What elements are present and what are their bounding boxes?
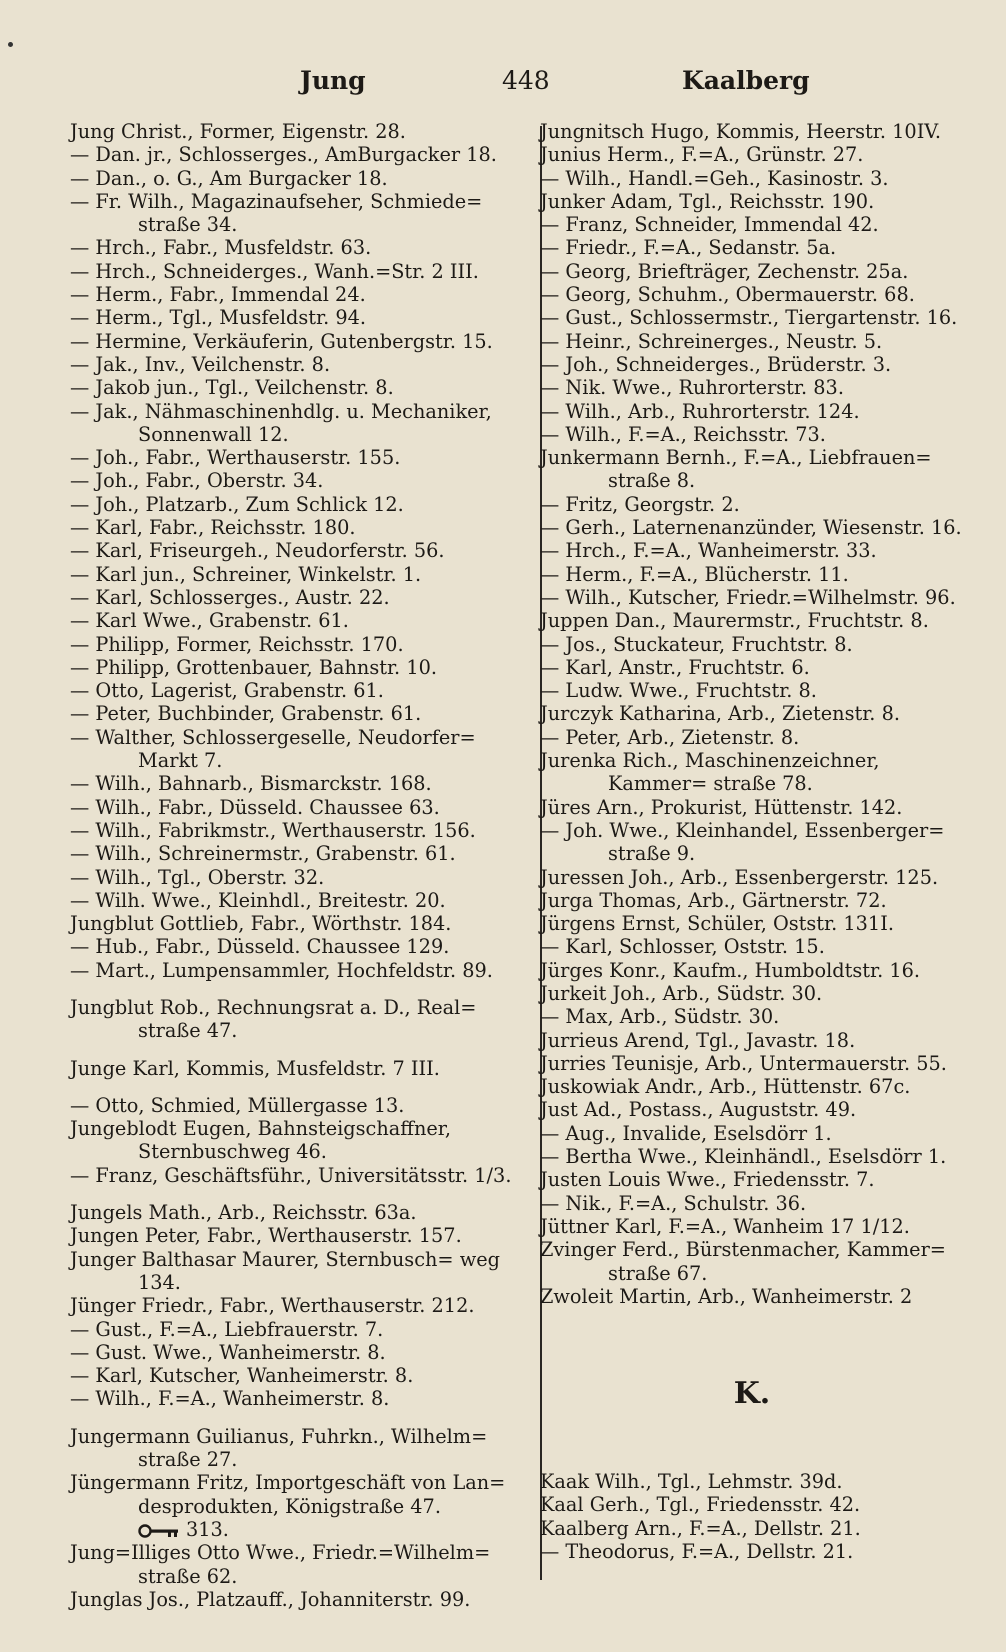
- entry-text: — Mart., Lumpensammler, Hochfeldstr. 89.: [70, 958, 493, 982]
- entry-text: — Max, Arb., Südstr. 30.: [540, 1005, 780, 1029]
- directory-entry: [70, 539, 540, 562]
- entry-text: Jungermann Guilianus, Fuhrkn., Wilhelm= straße 27.: [70, 1424, 488, 1472]
- entry-text: Juskowiak Andr., Arb., Hüttenstr. 67c.: [540, 1075, 911, 1099]
- entry-text: Jurczyk Katharina, Arb., Zietenstr. 8.: [540, 702, 900, 726]
- entry-text: Jungblut Gottlieb, Fabr., Wörthstr. 184.: [70, 912, 452, 936]
- directory-entry: [540, 866, 964, 889]
- directory-entry: [70, 236, 540, 259]
- entry-text: — Wilh., Kutscher, Friedr.=Wilhelmstr. 96.: [540, 585, 956, 609]
- entry-text: — Karl, Kutscher, Wanheimerstr. 8.: [70, 1364, 414, 1388]
- entry-text: Jungels Math., Arb., Reichsstr. 63a.: [70, 1201, 417, 1225]
- directory-entry: [540, 1215, 964, 1238]
- directory-entry: [540, 563, 964, 586]
- directory-entry: [540, 1238, 964, 1285]
- directory-entry: [540, 982, 964, 1005]
- directory-entry: [540, 1168, 964, 1191]
- directory-entry: [540, 1493, 964, 1516]
- entry-text: Junger Balthasar Maurer, Sternbusch= weg 134.: [70, 1247, 500, 1294]
- directory-entry: [70, 959, 540, 982]
- directory-entry: [70, 190, 540, 237]
- directory-entry: [70, 400, 540, 447]
- right-column: [540, 120, 964, 1563]
- entry-text: Junkermann Bernh., F.=A., Liebfrauen= straße 8.: [540, 446, 932, 493]
- page-header: [70, 66, 940, 100]
- header-left-keyword: Jung: [300, 66, 366, 95]
- entry-text: — Hermine, Verkäuferin, Gutenbergstr. 15.: [70, 329, 493, 353]
- directory-entry: [540, 213, 964, 236]
- directory-entry: [70, 1294, 540, 1317]
- section-letter: K.: [733, 1376, 771, 1412]
- entry-text: — Dan. jr., Schlosserges., AmBurgacker 18.: [70, 143, 497, 167]
- page-number: 448: [502, 66, 550, 95]
- directory-entry: [540, 283, 964, 306]
- directory-entry: [70, 996, 540, 1043]
- directory-entry: [70, 330, 540, 353]
- entry-text: — Dan., o. G., Am Burgacker 18.: [70, 166, 388, 190]
- entry-text: — Karl, Anstr., Fruchtstr. 6.: [540, 655, 810, 679]
- directory-entry: [70, 633, 540, 656]
- directory-entry: [70, 889, 540, 912]
- entry-text: Jungnitsch Hugo, Kommis, Heerstr. 10IV.: [540, 120, 941, 143]
- directory-entry: [70, 446, 540, 469]
- directory-entry: [540, 1285, 964, 1308]
- directory-entry: [70, 842, 540, 865]
- entry-text: Junge Karl, Kommis, Musfeldstr. 7 III.: [70, 1056, 440, 1080]
- entry-text: Juppen Dan., Maurermstr., Fruchtstr. 8.: [540, 609, 929, 633]
- entry-text: — Friedr., F.=A., Sedanstr. 5a.: [540, 236, 837, 260]
- directory-entry: [70, 656, 540, 679]
- entry-text: Kaal Gerh., Tgl., Friedensstr. 42.: [540, 1493, 861, 1517]
- entry-text: — Wilh., Fabrikmstr., Werthauserstr. 156.: [70, 818, 476, 842]
- left-column: [70, 120, 540, 1611]
- directory-entry: [70, 1164, 540, 1187]
- entry-text: Zwoleit Martin, Arb., Wanheimerstr. 2: [540, 1284, 913, 1308]
- entry-text: — Georg, Schuhm., Obermauerstr. 68.: [540, 283, 915, 307]
- entry-text: — Herm., Tgl., Musfeldstr. 94.: [70, 306, 367, 330]
- directory-entry: [540, 912, 964, 935]
- directory-entry: [540, 749, 964, 796]
- entry-text: — Heinr., Schreinerges., Neustr. 5.: [540, 329, 883, 353]
- directory-entry: [70, 1387, 540, 1410]
- entry-text: — Wilh., Bahnarb., Bismarckstr. 168.: [70, 772, 432, 796]
- entry-text: — Wilh. Wwe., Kleinhdl., Breitestr. 20.: [70, 888, 446, 912]
- entry-text: Just Ad., Postass., Auguststr. 49.: [540, 1098, 857, 1122]
- directory-entry: [70, 143, 540, 166]
- directory-entry: [540, 516, 964, 539]
- directory-entry: [540, 1075, 964, 1098]
- entry-text: — Fritz, Georgstr. 2.: [540, 492, 740, 516]
- directory-entry: [540, 446, 964, 493]
- entry-text: — Philipp, Grottenbauer, Bahnstr. 10.: [70, 655, 437, 679]
- directory-entry: [70, 283, 540, 306]
- directory-entry: [70, 1341, 540, 1364]
- entry-text: Juressen Joh., Arb., Essenbergerstr. 125.: [540, 865, 939, 889]
- directory-entry: [70, 260, 540, 283]
- directory-entry: [540, 959, 964, 982]
- directory-entry: [540, 120, 964, 143]
- directory-entry: [70, 493, 540, 516]
- directory-entry: [540, 376, 964, 399]
- directory-entry: [540, 190, 964, 213]
- entry-text: Jurga Thomas, Arb., Gärtnerstr. 72.: [540, 888, 887, 912]
- entry-text: — Herm., F.=A., Blücherstr. 11.: [540, 562, 849, 586]
- directory-entry: [70, 306, 540, 329]
- entry-text: Jüngermann Fritz, Importgeschäft von Lan= desprodukten, Königstraße 47.: [70, 1471, 506, 1518]
- directory-entry: [540, 306, 964, 329]
- directory-entry: [70, 935, 540, 958]
- entry-text: — Aug., Invalide, Eselsdörr 1.: [540, 1121, 832, 1145]
- entry-text: — Gust. Wwe., Wanheimerstr. 8.: [70, 1340, 386, 1364]
- directory-entry: [70, 726, 540, 773]
- entry-text: — Joh., Fabr., Werthauserstr. 155.: [70, 446, 401, 470]
- entry-text: Jung Christ., Former, Eigenstr. 28.: [70, 120, 406, 143]
- entry-text: — Joh., Platzarb., Zum Schlick 12.: [70, 492, 404, 516]
- entry-text: — Franz, Schneider, Immendal 42.: [540, 213, 879, 237]
- entry-text: Jungen Peter, Fabr., Werthauserstr. 157.: [70, 1224, 462, 1248]
- directory-entry: [70, 120, 540, 143]
- entry-text: — Hub., Fabr., Düsseld. Chaussee 129.: [70, 935, 450, 959]
- entry-text: — Jak., Nähmaschinenhdlg. u. Mechaniker, Sonnenwall 12.: [70, 399, 492, 446]
- entry-text: — Karl, Schlosser, Oststr. 15.: [540, 935, 825, 959]
- entry-text: — Jakob jun., Tgl., Veilchenstr. 8.: [70, 376, 394, 400]
- directory-entry: [70, 679, 540, 702]
- directory-entry: [70, 1318, 540, 1341]
- directory-entry: [70, 1201, 540, 1224]
- entry-text: Jüttner Karl, F.=A., Wanheim 17 1/12.: [540, 1214, 910, 1238]
- entry-text: — Hrch., F.=A., Wanheimerstr. 33.: [540, 539, 877, 563]
- ink-dot: [8, 42, 13, 47]
- entry-text: Kaak Wilh., Tgl., Lehmstr. 39d.: [540, 1470, 843, 1494]
- entry-text: — Joh., Fabr., Oberstr. 34.: [70, 469, 324, 493]
- directory-entry: [540, 1005, 964, 1028]
- entry-text: Jurenka Rich., Maschinenzeichner, Kammer= straße 78.: [540, 749, 880, 796]
- entry-text: — Karl, Friseurgeh., Neudorferstr. 56.: [70, 539, 445, 563]
- directory-entry: [540, 656, 964, 679]
- directory-entry: [70, 1471, 540, 1518]
- directory-entry: [540, 889, 964, 912]
- entry-text: — Jak., Inv., Veilchenstr. 8.: [70, 352, 331, 376]
- entry-text: Jung=Illiges Otto Wwe., Friedr.=Wilhelm= straße 62.: [70, 1541, 491, 1588]
- entry-text: — Wilh., Handl.=Geh., Kasinostr. 3.: [540, 166, 889, 190]
- entry-text: — Wilh., Arb., Ruhrorterstr. 124.: [540, 399, 860, 423]
- directory-entry: [540, 1122, 964, 1145]
- directory-entry: [70, 609, 540, 632]
- directory-entry: [70, 376, 540, 399]
- directory-entry: [70, 912, 540, 935]
- entry-text: — Otto, Lagerist, Grabenstr. 61.: [70, 679, 384, 703]
- directory-entry: [540, 1540, 964, 1563]
- directory-entry: [70, 563, 540, 586]
- directory-entry: [540, 633, 964, 656]
- directory-entry: [540, 1098, 964, 1121]
- directory-entry: [70, 1117, 540, 1164]
- entry-text: — Wilh., Fabr., Düsseld. Chaussee 63.: [70, 795, 440, 819]
- directory-entry: [70, 167, 540, 190]
- entry-text: Justen Louis Wwe., Friedensstr. 7.: [540, 1168, 875, 1192]
- entry-text: Kaalberg Arn., F.=A., Dellstr. 21.: [540, 1516, 861, 1540]
- directory-entry: [540, 1029, 964, 1052]
- directory-entry: [540, 1192, 964, 1215]
- entry-text: — Karl, Schlosserges., Austr. 22.: [70, 585, 390, 609]
- entry-text: — Wilh., F.=A., Reichsstr. 73.: [540, 422, 826, 446]
- directory-entry: [540, 819, 964, 866]
- entry-text: Jurrieus Arend, Tgl., Javastr. 18.: [540, 1028, 856, 1052]
- directory-entry: [540, 330, 964, 353]
- entry-text: Jurries Teunisje, Arb., Untermauerstr. 55.: [540, 1051, 947, 1075]
- entry-text: — Karl Wwe., Grabenstr. 61.: [70, 609, 349, 633]
- directory-entry: [540, 167, 964, 190]
- key-icon: [138, 1523, 182, 1539]
- entry-text: — Franz, Geschäftsführ., Universitätsstr. 1/3.: [70, 1163, 512, 1187]
- entry-text: — Joh. Wwe., Kleinhandel, Essenberger= straße 9.: [540, 818, 945, 866]
- entry-text: — Gerh., Laternenanzünder, Wiesenstr. 16.: [540, 516, 962, 540]
- entry-text: — Walther, Schlossergeselle, Neudorfer= Markt 7.: [70, 725, 476, 773]
- entry-text: Jungblut Rob., Rechnungsrat a. D., Real= straße 47.: [70, 995, 477, 1043]
- entry-text: Jungeblodt Eugen, Bahnsteigschaffner, Sternbuschweg 46.: [70, 1117, 452, 1164]
- directory-entry: [70, 702, 540, 725]
- entry-text: — Theodorus, F.=A., Dellstr. 21.: [540, 1540, 854, 1564]
- entry-text: — Wilh., F.=A., Wanheimerstr. 8.: [70, 1387, 390, 1411]
- directory-entry: [540, 679, 964, 702]
- directory-entry: [540, 236, 964, 259]
- entry-text: — Jos., Stuckateur, Fruchtstr. 8.: [540, 632, 853, 656]
- directory-entry: [540, 1470, 964, 1493]
- entry-text: — Ludw. Wwe., Fruchtstr. 8.: [540, 679, 817, 703]
- directory-entry: [70, 469, 540, 492]
- entry-text: — Wilh., Schreinermstr., Grabenstr. 61.: [70, 842, 456, 866]
- header-right-keyword: Kaalberg: [682, 66, 810, 95]
- directory-entry: [540, 260, 964, 283]
- directory-entry: [70, 1425, 540, 1472]
- entry-text: Jünger Friedr., Fabr., Werthauserstr. 212.: [70, 1294, 475, 1318]
- directory-entry: [540, 702, 964, 725]
- directory-entry: [540, 726, 964, 749]
- entry-text: Junker Adam, Tgl., Reichsstr. 190.: [540, 189, 875, 213]
- entry-text: — Bertha Wwe., Kleinhändl., Eselsdörr 1.: [540, 1145, 947, 1169]
- directory-entry: [70, 819, 540, 842]
- directory-entry: [70, 1364, 540, 1387]
- entry-text: — Otto, Schmied, Müllergasse 13.: [70, 1093, 405, 1117]
- entry-text: Junius Herm., F.=A., Grünstr. 27.: [540, 143, 864, 167]
- directory-entry: [540, 423, 964, 446]
- directory-entry: [70, 1518, 540, 1541]
- directory-entry: [540, 586, 964, 609]
- entry-text: — Herm., Fabr., Immendal 24.: [70, 283, 366, 307]
- entry-text: — Philipp, Former, Reichsstr. 170.: [70, 632, 404, 656]
- directory-entry: [70, 1224, 540, 1247]
- entry-text: Jurkeit Joh., Arb., Südstr. 30.: [540, 981, 823, 1005]
- directory-entry: [70, 796, 540, 819]
- directory-entry: [540, 935, 964, 958]
- directory-entry: [70, 866, 540, 889]
- directory-entry: [70, 1057, 540, 1080]
- directory-entry: [540, 143, 964, 166]
- entry-text: — Joh., Schneiderges., Brüderstr. 3.: [540, 352, 892, 376]
- directory-entry: [70, 1248, 540, 1295]
- directory-entry: [540, 1052, 964, 1075]
- directory-entry: [70, 772, 540, 795]
- entry-text: — Georg, Briefträger, Zechenstr. 25a.: [540, 259, 909, 283]
- directory-entry: [540, 796, 964, 819]
- directory-entry: [70, 1588, 540, 1611]
- directory-entry: [540, 609, 964, 632]
- entry-text: — Fr. Wilh., Magazinaufseher, Schmiede= straße 34.: [70, 189, 483, 237]
- directory-entry: [70, 1541, 540, 1588]
- entry-text: Junglas Jos., Platzauff., Johanniterstr. 99.: [70, 1587, 471, 1611]
- entry-text: — Gust., F.=A., Liebfrauerstr. 7.: [70, 1317, 384, 1341]
- entry-text: 313.: [186, 1517, 229, 1541]
- entry-text: — Wilh., Tgl., Oberstr. 32.: [70, 865, 325, 889]
- entry-text: — Karl jun., Schreiner, Winkelstr. 1.: [70, 562, 422, 586]
- entry-text: Zvinger Ferd., Bürstenmacher, Kammer= straße 67.: [540, 1238, 946, 1285]
- entry-text: — Hrch., Schneiderges., Wanh.=Str. 2 III.: [70, 259, 479, 283]
- directory-entry: [70, 586, 540, 609]
- directory-entry: [70, 516, 540, 539]
- entry-text: — Gust., Schlossermstr., Tiergartenstr. 16.: [540, 306, 958, 330]
- entry-text: Jürges Konr., Kaufm., Humboldtstr. 16.: [540, 958, 921, 982]
- directory-entry: [540, 353, 964, 376]
- directory-entry: [540, 1145, 964, 1168]
- directory-entry: [70, 1094, 540, 1117]
- entry-text: — Nik., F.=A., Schulstr. 36.: [540, 1191, 807, 1215]
- entry-text: — Karl, Fabr., Reichsstr. 180.: [70, 516, 356, 540]
- entry-text: — Peter, Buchbinder, Grabenstr. 61.: [70, 702, 422, 726]
- entry-text: — Hrch., Fabr., Musfeldstr. 63.: [70, 236, 372, 260]
- entry-text: — Nik. Wwe., Ruhrorterstr. 83.: [540, 376, 844, 400]
- entry-text: — Peter, Arb., Zietenstr. 8.: [540, 725, 800, 749]
- entry-text: Jüres Arn., Prokurist, Hüttenstr. 142.: [540, 795, 903, 819]
- entry-text: Jürgens Ernst, Schüler, Oststr. 131I.: [540, 912, 894, 936]
- directory-entry: [540, 1517, 964, 1540]
- directory-entry: [70, 353, 540, 376]
- directory-entry: [540, 493, 964, 516]
- directory-entry: [540, 539, 964, 562]
- directory-entry: [540, 400, 964, 423]
